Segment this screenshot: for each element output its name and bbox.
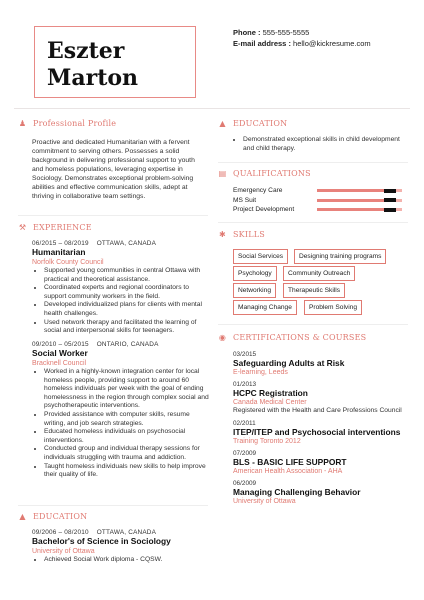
job-location: OTTAWA, CANADA bbox=[96, 240, 157, 247]
job-bullet: • Worked in a highly-known integration center for local homeless people, providing support to around 60 homeless individuals per week with the goal of ending homelessness in the region through complex social and psychotherapeutic interventions. bbox=[44, 368, 210, 411]
cert-org: University of Ottawa bbox=[233, 497, 296, 505]
qualification-bar-end bbox=[384, 189, 396, 193]
edu-dates-row bbox=[32, 529, 210, 536]
skill-tag: Therapeutic Skills bbox=[283, 283, 345, 298]
cert-title: ITEP/ITEP and Psychosocial interventions bbox=[233, 426, 401, 437]
section-education-right-title bbox=[218, 119, 287, 128]
edu-dates: 09/2006 – 08/2010 bbox=[32, 529, 89, 536]
qualification-bar bbox=[317, 189, 402, 192]
cert-title: BLS - BASIC LIFE SUPPORT bbox=[233, 456, 347, 467]
section-skills-title bbox=[218, 230, 265, 239]
experience-title-text: EXPERIENCE bbox=[33, 223, 92, 232]
qualification-row bbox=[233, 186, 408, 196]
qualification-bar-end bbox=[384, 198, 396, 202]
name-box bbox=[34, 26, 196, 98]
job-entry bbox=[32, 240, 210, 336]
qualification-bar-fill bbox=[317, 208, 384, 211]
job-entry bbox=[32, 341, 210, 480]
cert-entry bbox=[233, 420, 408, 446]
job-bullet: • Developed individualized plans for clients with mental health challenges. bbox=[44, 301, 210, 318]
qualification-label: MS Suit bbox=[233, 196, 257, 204]
cert-org: American Health Association - AHA bbox=[233, 467, 343, 475]
cert-desc: Registered with the Health and Care Professions Council bbox=[233, 407, 402, 414]
phone-label: Phone : bbox=[233, 28, 261, 37]
person-icon: ♟ bbox=[18, 119, 27, 128]
qualification-label: Emergency Care bbox=[233, 187, 283, 195]
skill-tag: Psychology bbox=[233, 266, 277, 281]
section-certifications-title bbox=[218, 333, 366, 342]
education-right-title-text: EDUCATION bbox=[233, 119, 288, 128]
skill-tag: Managing Change bbox=[233, 300, 297, 315]
qualification-bar-fill bbox=[317, 199, 384, 202]
edu-school: University of Ottawa bbox=[32, 548, 95, 555]
cert-entry bbox=[233, 450, 408, 476]
contact-info bbox=[233, 27, 371, 49]
cert-title: Managing Challenging Behavior bbox=[233, 486, 361, 497]
education-right-entry bbox=[231, 136, 407, 153]
divider bbox=[218, 222, 408, 223]
job-org: Bracknell Council bbox=[32, 360, 87, 367]
qualification-row bbox=[233, 205, 408, 215]
edu-bullet: • Achieved Social Work diploma - CQSW. bbox=[44, 556, 210, 565]
edu-location: OTTAWA, CANADA bbox=[96, 529, 157, 536]
profile-title-text: Professional Profile bbox=[33, 119, 117, 128]
cert-date: 02/2011 bbox=[233, 419, 256, 427]
section-qualifications-title bbox=[218, 169, 311, 178]
graduation-cap-icon: ▲ bbox=[19, 512, 26, 521]
job-dates-row bbox=[32, 240, 210, 247]
job-bullet: • Taught homeless individuals new skills to help improve their quality of life. bbox=[44, 463, 210, 480]
email-value[interactable]: hello@kickresume.com bbox=[293, 39, 371, 48]
header-divider bbox=[14, 108, 410, 109]
edu-right-bullet: • Demonstrated exceptional skills in child development and child therapy. bbox=[243, 136, 407, 153]
education-title-text: EDUCATION bbox=[33, 512, 88, 521]
job-bullet: • Used network therapy and facilitated the learning of social and interpersonal skills for teenagers. bbox=[44, 319, 210, 336]
cert-date: 06/2009 bbox=[233, 479, 257, 487]
cert-date: 01/2013 bbox=[233, 381, 257, 388]
skill-tag: Designing training programs bbox=[294, 249, 386, 264]
job-role: Social Worker bbox=[32, 348, 88, 358]
qualification-bar bbox=[317, 199, 402, 202]
divider bbox=[18, 215, 208, 216]
full-name bbox=[47, 38, 195, 92]
education-entry bbox=[32, 529, 210, 565]
job-dates: 09/2010 – 05/2015 bbox=[32, 341, 89, 348]
cert-title: Safeguarding Adults at Risk bbox=[233, 358, 345, 368]
qualification-bar bbox=[317, 208, 402, 211]
divider bbox=[218, 324, 408, 325]
certifications-title-text: CERTIFICATIONS & COURSES bbox=[233, 333, 367, 342]
cert-entry bbox=[233, 351, 408, 377]
briefcase-icon: ⚒ bbox=[18, 223, 27, 232]
edu-right-bullets bbox=[231, 136, 407, 153]
section-profile-title bbox=[18, 119, 116, 128]
first-name: Eszter bbox=[47, 38, 125, 64]
qualifications-list bbox=[233, 186, 408, 215]
certifications-list bbox=[233, 351, 408, 506]
skill-tag: Networking bbox=[233, 283, 276, 298]
profile-text: Proactive and dedicated Humanitarian with a fervent commitment to serving others. Possesses a solid background in delivering professional support to youth and homeless populations, leveraging expertise in Sociology. Demonstrates exceptional problem-solving abilities and effective communication skills, adept at thriving in collaborative team settings. bbox=[32, 139, 195, 200]
qualifications-title-text: QUALIFICATIONS bbox=[233, 169, 311, 178]
phone-value: 555-555-5555 bbox=[262, 28, 310, 37]
skill-tag: Social Services bbox=[233, 249, 288, 264]
divider bbox=[218, 162, 408, 163]
job-bullets bbox=[32, 368, 210, 480]
cert-entry bbox=[233, 381, 408, 416]
cert-date: 03/2015 bbox=[233, 351, 257, 358]
job-bullet: • Coordinated experts and regional coordinators to support community workers in the field. bbox=[44, 284, 210, 301]
email-label: E-mail address : bbox=[233, 39, 291, 48]
cert-entry bbox=[233, 480, 408, 506]
job-role: Humanitarian bbox=[32, 247, 86, 257]
last-name: Marton bbox=[47, 65, 139, 91]
edu-degree: Bachelor's of Science in Sociology bbox=[32, 536, 171, 546]
graduation-cap-icon: ▲ bbox=[219, 119, 226, 128]
skill-tag: Problem Solving bbox=[304, 300, 362, 315]
cert-org: E-learning, Leeds bbox=[233, 369, 288, 376]
job-dates-row bbox=[32, 341, 210, 348]
cert-title: HCPC Registration bbox=[233, 388, 308, 398]
section-experience-title bbox=[18, 223, 92, 232]
qualification-bar-fill bbox=[317, 189, 384, 192]
divider bbox=[18, 505, 208, 506]
qualification-row bbox=[233, 196, 408, 206]
edu-bullets bbox=[32, 556, 210, 565]
qualification-bar-end bbox=[384, 208, 396, 212]
document-icon: ▤ bbox=[218, 169, 227, 178]
section-education-title bbox=[18, 512, 87, 521]
job-bullet: • Conducted group and individual therapy sessions for individuals struggling with trauma and addiction. bbox=[44, 445, 210, 462]
job-bullet: • Educated homeless individuals on psychosocial interventions. bbox=[44, 428, 210, 445]
job-location: ONTARIO, CANADA bbox=[96, 341, 159, 348]
qualification-label: Project Development bbox=[233, 206, 295, 214]
star-icon: ✱ bbox=[219, 230, 226, 239]
skills-title-text: SKILLS bbox=[233, 230, 265, 239]
skill-tag: Community Outreach bbox=[283, 266, 355, 281]
certificate-icon: ◉ bbox=[218, 333, 227, 342]
job-bullets bbox=[32, 267, 210, 336]
cert-org: Canada Medical Center bbox=[233, 399, 307, 406]
cert-org: Training Toronto 2012 bbox=[233, 437, 301, 445]
job-bullet: • Supported young communities in central Ottawa with practical and theoretical assistance. bbox=[44, 267, 210, 284]
cert-date: 07/2009 bbox=[233, 449, 257, 457]
job-dates: 06/2015 – 08/2019 bbox=[32, 240, 89, 247]
job-org: Norfolk County Council bbox=[32, 259, 104, 266]
job-bullet: • Provided assistance with computer skills, resume writing, and job search strategies. bbox=[44, 411, 210, 428]
